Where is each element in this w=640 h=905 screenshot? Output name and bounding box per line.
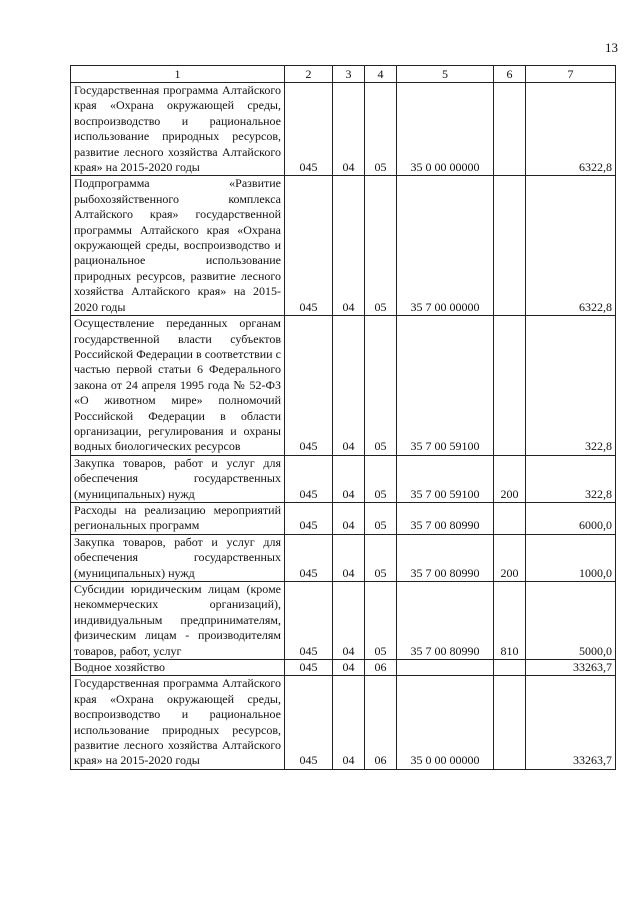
row-name: Государственная программа Алтайского края «Охрана окружающей среды, воспроизводство и рациональное использование природных ресурсов, развитие лесного хозяйства Алтайского края» на 2015-2020 годы [74,676,281,768]
cell-section: 04 [333,83,365,176]
cell-amount: 322,8 [526,455,616,502]
column-header: 5 [397,66,494,83]
cell-expense-type [494,83,526,176]
cell-expense-type [494,316,526,456]
cell-amount: 33263,7 [526,676,616,769]
cell-code: 045 [285,83,333,176]
row-name-cell [71,534,285,581]
cell-subsection: 05 [365,502,397,534]
cell-expense-type: 200 [494,534,526,581]
row-name-cell [71,316,285,456]
row-name: Осуществление переданных органам государственной власти субъектов Российской Федерации в соответствии с частью первой статьи 6 Федерального закона от 24 апреля 1995 года № 52-ФЗ «О животном мире» полномочий Российской Федерации в области организации, регулирования и охраны водных биологических ресурсов [74,316,281,454]
row-name-cell [71,455,285,502]
cell-subsection: 06 [365,676,397,769]
cell-target-article: 35 0 00 00000 [397,676,494,769]
cell-target-article: 35 7 00 59100 [397,316,494,456]
cell-code: 045 [285,582,333,660]
cell-section: 04 [333,582,365,660]
table-row [71,316,616,456]
row-name: Закупка товаров, работ и услуг для обеспечения государственных (муниципальных) нужд [74,455,281,501]
cell-code: 045 [285,502,333,534]
row-name-cell [71,660,285,676]
cell-target-article [397,660,494,676]
row-name-cell [71,676,285,769]
column-header: 3 [333,66,365,83]
row-name: Водное хозяйство [74,660,166,675]
column-header: 7 [526,66,616,83]
cell-target-article: 35 7 00 80990 [397,502,494,534]
column-header: 6 [494,66,526,83]
cell-expense-type [494,176,526,316]
cell-section: 04 [333,502,365,534]
row-name-cell [71,502,285,534]
cell-section: 04 [333,316,365,456]
cell-expense-type: 200 [494,455,526,502]
cell-code: 045 [285,534,333,581]
column-header: 4 [365,66,397,83]
cell-target-article: 35 7 00 80990 [397,582,494,660]
row-name-cell [71,83,285,176]
cell-expense-type: 810 [494,582,526,660]
row-name-cell [71,582,285,660]
table-row [71,676,616,769]
column-header: 1 [71,66,285,83]
table-row [71,502,616,534]
cell-target-article: 35 7 00 00000 [397,176,494,316]
cell-target-article: 35 7 00 59100 [397,455,494,502]
table-row [71,83,616,176]
table-header-row [71,66,616,83]
cell-amount: 6322,8 [526,176,616,316]
row-name: Государственная программа Алтайского края «Охрана окружающей среды, воспроизводство и рациональное использование природных ресурсов, развитие лесного хозяйства Алтайского края» на 2015-2020 годы [74,83,281,175]
cell-expense-type [494,660,526,676]
cell-subsection: 06 [365,660,397,676]
cell-subsection: 05 [365,176,397,316]
cell-amount: 5000,0 [526,582,616,660]
row-name: Субсидии юридическим лицам (кроме некоммерческих организаций), индивидуальным предпринимателям, физическим лицам - производителям товаров, работ, услуг [74,582,281,658]
cell-target-article: 35 7 00 80990 [397,534,494,581]
cell-subsection: 05 [365,582,397,660]
cell-amount: 33263,7 [526,660,616,676]
cell-code: 045 [285,676,333,769]
row-name: Подпрограмма «Развитие рыбохозяйственного комплекса Алтайского края» государственной программы Алтайского края «Охрана окружающей среды, воспроизводство и рациональное использование природных ресурсов, развитие лесного хозяйства Алтайского края» на 2015-2020 годы [74,176,281,314]
page-number: 13 [605,40,618,55]
cell-section: 04 [333,176,365,316]
cell-subsection: 05 [365,316,397,456]
budget-table [70,65,616,770]
table-row [71,455,616,502]
cell-section: 04 [333,660,365,676]
row-name: Расходы на реализацию мероприятий региональных программ [74,502,281,533]
cell-amount: 6000,0 [526,502,616,534]
table-row [71,176,616,316]
row-name-cell [71,176,285,316]
column-header: 2 [285,66,333,83]
row-name: Закупка товаров, работ и услуг для обеспечения государственных (муниципальных) нужд [74,534,281,580]
cell-code: 045 [285,176,333,316]
cell-expense-type [494,676,526,769]
table-row [71,660,616,676]
cell-amount: 322,8 [526,316,616,456]
cell-code: 045 [285,660,333,676]
cell-code: 045 [285,316,333,456]
cell-subsection: 05 [365,534,397,581]
table-row [71,582,616,660]
table-row [71,534,616,581]
cell-section: 04 [333,534,365,581]
cell-section: 04 [333,455,365,502]
cell-amount: 1000,0 [526,534,616,581]
cell-amount: 6322,8 [526,83,616,176]
cell-target-article: 35 0 00 00000 [397,83,494,176]
cell-subsection: 05 [365,455,397,502]
cell-section: 04 [333,676,365,769]
cell-code: 045 [285,455,333,502]
cell-subsection: 05 [365,83,397,176]
cell-expense-type [494,502,526,534]
